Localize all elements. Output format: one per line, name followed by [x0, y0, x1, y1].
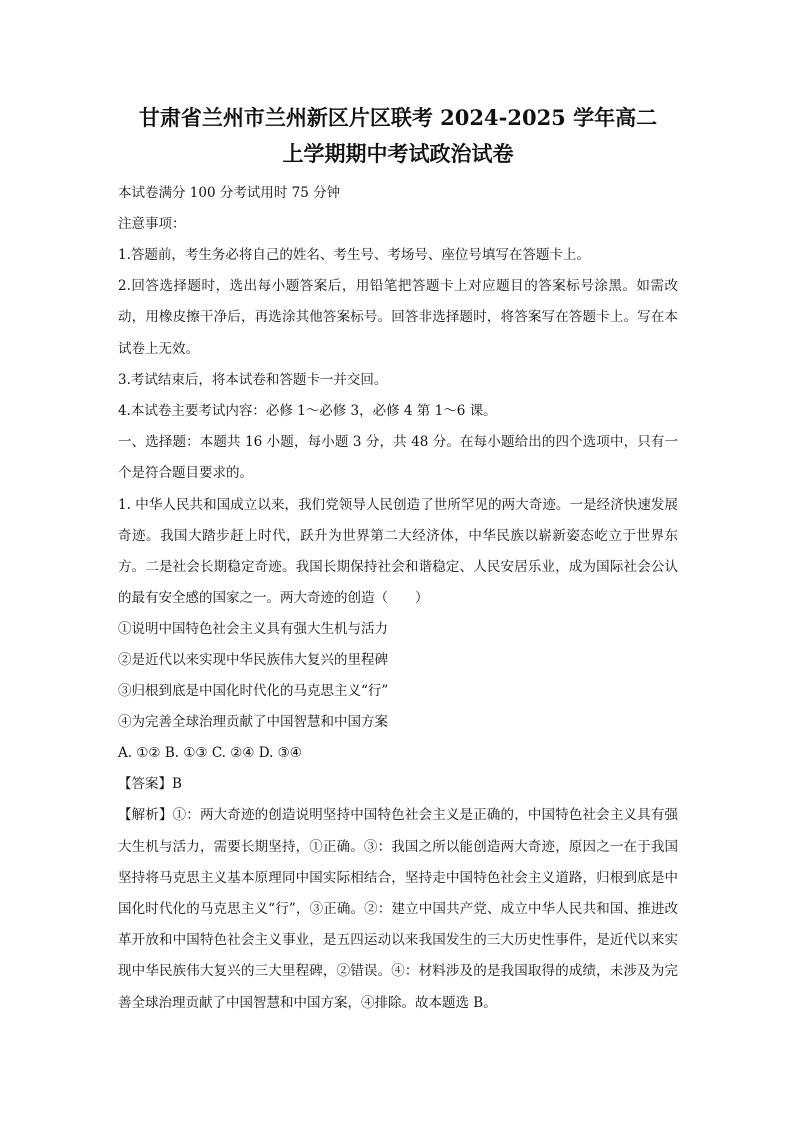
question-1-options: A. ①② B. ①③ C. ②④ D. ③④	[118, 745, 302, 762]
document-title-line-1: 甘肃省兰州市兰州新区片区联考 2024-2025 学年高二	[138, 105, 658, 130]
note-item-4: 4.本试卷主要考试内容：必修 1～必修 3，必修 4 第 1～6 课。	[118, 403, 497, 420]
document-title-line-2: 上学期期中考试政治试卷	[282, 141, 514, 166]
question-1-stem: 1. 中华人民共和国成立以来，我们党领导人民创造了世所罕见的两大奇迹。一是经济快速发展奇迹。我国大踏步赶上时代，跃升为世界第二大经济体，中华民族以崭新姿态屹立于世界东方。二是社会长期稳定奇迹。我国长期保持社会和谐稳定、人民安居乐业，成为国际社会公认的最有安全感的国家之一。两大奇迹的创造（ ）	[118, 496, 678, 607]
title-block	[118, 100, 678, 172]
question-1-analysis: 【解析】①：两大奇迹的创造说明坚持中国特色社会主义是正确的，中国特色社会主义具有强大生机与活力，需要长期坚持，①正确。③：我国之所以能创造两大奇迹，原因之一在于我国坚持将马克思主义基本原理同中国实际相结合，坚持走中国特色社会主义道路，归根到底是中国化时代化的马克思主义“行”，③正确。②：建立中国共产党、成立中华人民共和国、推进改革开放和中国特色社会主义事业，是五四运动以来我国发生的三大历史性事件，是近代以来实现中华民族伟大复兴的三大里程碑，②错误。④：材料涉及的是我国取得的成绩，未涉及为完善全球治理贡献了中国智慧和中国方案，④排除。故本题选 B。	[118, 807, 678, 1011]
section-heading: 一、选择题：本题共 16 小题，每小题 3 分，共 48 分。在每小题给出的四个选项中，只有一个是符合题目要求的。	[118, 434, 678, 482]
question-1-answer: 【答案】B	[118, 776, 182, 793]
exam-info: 本试卷满分 100 分考试用时 75 分钟	[118, 185, 341, 201]
notes-heading: 注意事项：	[118, 216, 186, 232]
note-item-1: 1.答题前，考生务必将自己的姓名、考生号、考场号、座位号填写在答题卡上。	[118, 247, 590, 263]
question-1-statement-3: ③归根到底是中国化时代化的马克思主义“行”	[118, 683, 389, 700]
note-item-2: 2.回答选择题时，选出每小题答案后，用铅笔把答题卡上对应题目的答案标号涂黑。如需改动，用橡皮擦干净后，再选涂其他答案标号。回答非选择题时，将答案写在答题卡上。写在本试卷上无效。	[118, 278, 678, 357]
note-item-3: 3.考试结束后，将本试卷和答题卡一并交回。	[118, 371, 388, 388]
question-1-statement-2: ②是近代以来实现中华民族伟大复兴的里程碑	[118, 652, 388, 669]
question-1-statement-4: ④为完善全球治理贡献了中国智慧和中国方案	[118, 714, 388, 731]
question-1-statement-1: ①说明中国特色社会主义具有强大生机与活力	[118, 621, 388, 638]
document-page	[118, 100, 678, 1019]
